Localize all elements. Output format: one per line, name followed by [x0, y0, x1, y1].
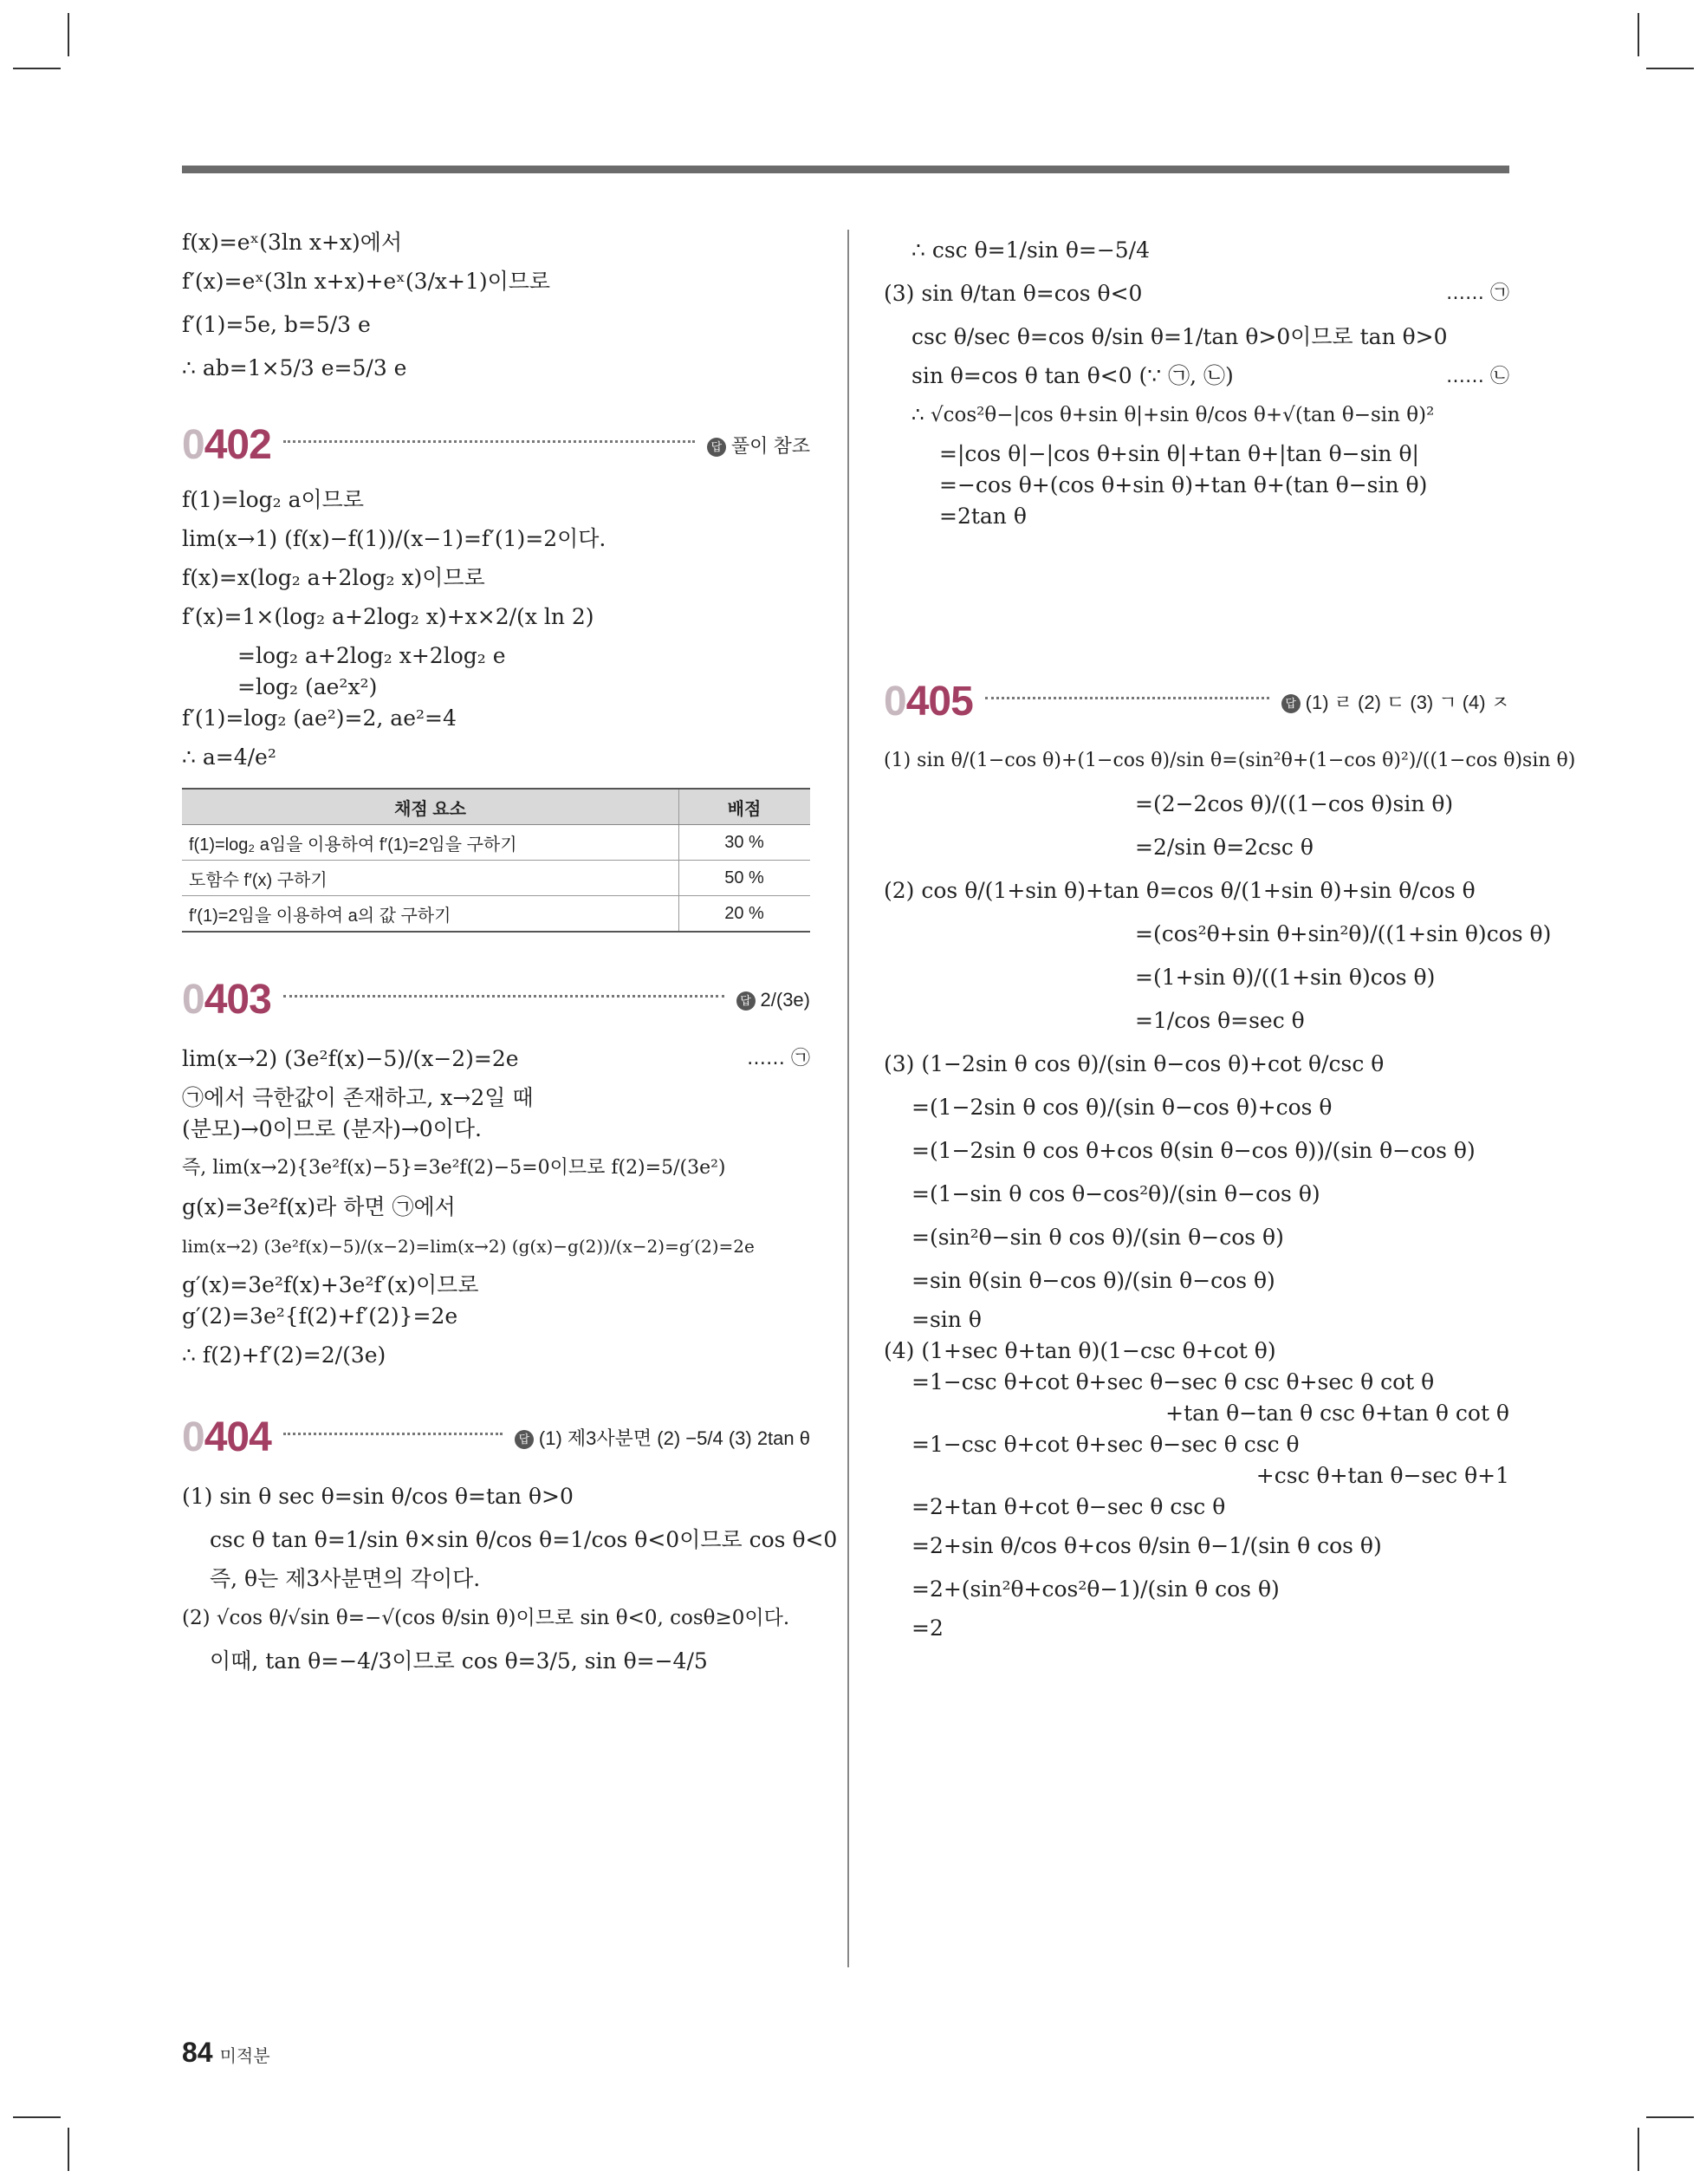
- table-header: 채점 요소: [182, 789, 679, 825]
- scoring-table: [182, 788, 810, 933]
- solution-line: =2+tan θ+cot θ−sec θ csc θ: [911, 1494, 1226, 1519]
- answer-icon: 답: [736, 991, 756, 1011]
- solution-line: +tan θ−tan θ csc θ+tan θ cot θ: [1165, 1401, 1509, 1426]
- solution-line: =(1+sin θ)/((1+sin θ)cos θ): [1135, 965, 1436, 990]
- solution-line: f′(x)=eˣ(3ln x+x)+eˣ(3/x+1)이므로: [182, 269, 551, 294]
- solution-line: (2) cos θ/(1+sin θ)+tan θ=cos θ/(1+sin θ)+sin θ/cos θ: [884, 878, 1476, 903]
- solution-line: 즉, lim(x→2){3e²f(x)−5}=3e²f(2)−5=0이므로 f(2)=5/(3e²): [182, 1157, 726, 1179]
- column-divider: [847, 230, 849, 1967]
- solution-line: =2/sin θ=2csc θ: [1135, 835, 1314, 860]
- crop-mark: [13, 68, 61, 69]
- left-column: [182, 227, 838, 1685]
- solution-line: =(1−2sin θ cos θ+cos θ(sin θ−cos θ))/(sin θ−cos θ): [911, 1138, 1476, 1163]
- answer: 답 풀이 참조: [707, 432, 810, 458]
- solution-line: =1−csc θ+cot θ+sec θ−sec θ csc θ+sec θ cot θ: [911, 1369, 1435, 1394]
- solution-line: =2+sin θ/cos θ+cos θ/sin θ−1/(sin θ cos θ): [911, 1533, 1382, 1558]
- solution-line: ∴ csc θ=1/sin θ=−5/4: [911, 237, 1151, 263]
- crop-mark: [1646, 68, 1694, 69]
- answer: 답 (1) ㄹ (2) ㄷ (3) ㄱ (4) ㅈ: [1281, 688, 1509, 715]
- solution-line: g(x)=3e²f(x)라 하면 ㉠에서: [182, 1194, 456, 1219]
- solution-line: (3) (1−2sin θ cos θ)/(sin θ−cos θ)+cot θ/csc θ: [884, 1051, 1385, 1076]
- solution-line: f(1)=log₂ a이므로: [182, 487, 364, 512]
- solution-line: =|cos θ|−|cos θ+sin θ|+tan θ+|tan θ−sin θ|: [939, 441, 1419, 466]
- solution-405: [884, 741, 1576, 1644]
- solution-line: g′(x)=3e²f(x)+3e²f′(x)이므로: [182, 1272, 479, 1297]
- page-footer: [182, 2037, 270, 2069]
- solution-line: =log₂ a+2log₂ x+2log₂ e: [237, 643, 506, 668]
- solution-line: =(1−sin θ cos θ−cos²θ)/(sin θ−cos θ): [911, 1181, 1320, 1206]
- solution-line: lim(x→1) (f(x)−f(1))/(x−1)=f′(1)=2이다.: [182, 526, 607, 551]
- solution-line: (2) √cos θ/√sin θ=−√(cos θ/sin θ)이므로 sin θ<0, cosθ≥0이다.: [182, 1607, 790, 1629]
- page-number: 84: [182, 2037, 213, 2068]
- answer-icon: 답: [707, 438, 726, 457]
- equation-mark: …… ㉠: [747, 1048, 810, 1069]
- header-rule: [182, 166, 1509, 173]
- solution-line: csc θ tan θ=1/sin θ×sin θ/cos θ=1/cos θ<0이므로 cos θ<0: [210, 1527, 838, 1552]
- table-row: f(1)=log₂ a임을 이용하여 f′(1)=2임을 구하기 30 %: [182, 825, 810, 861]
- right-column: [884, 227, 1576, 1644]
- solution-line: =sin θ(sin θ−cos θ)/(sin θ−cos θ): [911, 1268, 1275, 1293]
- solution-402: [182, 484, 810, 777]
- solution-404: [182, 1477, 838, 1681]
- crop-mark: [1638, 13, 1639, 56]
- solution-line: ∴ f(2)+f′(2)=2/(3e): [182, 1342, 386, 1368]
- leader-dots: [283, 1433, 503, 1435]
- problem-header-402: [182, 421, 810, 469]
- problem-number: 0402: [182, 422, 271, 468]
- solution-line: =(cos²θ+sin θ+sin²θ)/((1+sin θ)cos θ): [1135, 921, 1552, 946]
- solution-line: f(x)=eˣ(3ln x+x)에서: [182, 230, 403, 255]
- solution-line: g′(2)=3e²{f(2)+f′(2)}=2e: [182, 1303, 458, 1329]
- solution-line: (4) (1+sec θ+tan θ)(1−csc θ+cot θ): [884, 1338, 1276, 1363]
- solution-line: csc θ/sec θ=cos θ/sin θ=1/tan θ>0이므로 tan θ>0 …… ㉡: [884, 317, 1509, 357]
- solution-line: =2+(sin²θ+cos²θ−1)/(sin θ cos θ): [911, 1576, 1280, 1602]
- table-row: 도함수 f′(x) 구하기 50 %: [182, 861, 810, 896]
- table-header: 배점: [679, 789, 811, 825]
- solution-line: (1) sin θ/(1−cos θ)+(1−cos θ)/sin θ=(sin²θ+(1−cos θ)²)/((1−cos θ)sin θ): [884, 750, 1576, 771]
- solution-line: =sin θ: [911, 1307, 982, 1332]
- solution-line: ∴ √cos²θ−|cos θ+sin θ|+sin θ/cos θ+√(tan θ−sin θ)²: [911, 404, 1435, 426]
- solution-line: 즉, θ는 제3사분면의 각이다.: [210, 1566, 481, 1591]
- answer-icon: 답: [1281, 694, 1301, 713]
- solution-line: =(2−2cos θ)/((1−cos θ)sin θ): [1135, 791, 1454, 816]
- crop-mark: [1646, 2116, 1694, 2118]
- answer-icon: 답: [515, 1430, 534, 1449]
- solution-line: =(sin²θ−sin θ cos θ)/(sin θ−cos θ): [911, 1225, 1284, 1250]
- solution-line: +csc θ+tan θ−sec θ+1: [1255, 1463, 1509, 1488]
- solution-line: =1/cos θ=sec θ: [1135, 1008, 1305, 1033]
- answer: 답 2/(3e): [736, 989, 810, 1011]
- leader-dots: [283, 995, 724, 998]
- equation-mark: …… ㉠: [1446, 283, 1509, 304]
- answer: 답 (1) 제3사분면 (2) −5/4 (3) 2tan θ: [515, 1424, 810, 1451]
- solution-line: ∴ a=4/e²: [182, 744, 276, 770]
- solution-line: 이때, tan θ=−4/3이므로 cos θ=3/5, sin θ=−4/5: [210, 1648, 708, 1674]
- solution-line: =−cos θ+(cos θ+sin θ)+tan θ+(tan θ−sin θ): [939, 472, 1428, 497]
- solution-line: (3) sin θ/tan θ=cos θ<0 …… ㉠: [884, 274, 1509, 314]
- crop-mark: [1638, 2128, 1639, 2171]
- solution-line: =1−csc θ+cot θ+sec θ−sec θ csc θ: [911, 1432, 1300, 1457]
- solution-403: [182, 1039, 810, 1375]
- solution-line: =2: [911, 1615, 944, 1641]
- table-row: f′(1)=2임을 이용하여 a의 값 구하기 20 %: [182, 896, 810, 933]
- problem-number: 0403: [182, 977, 271, 1023]
- problem-header-405: [884, 678, 1509, 725]
- problem-number: 0404: [182, 1414, 271, 1460]
- book-title: 미적분: [219, 2047, 270, 2066]
- intro-solution: [182, 227, 810, 388]
- solution-line: (분모)→0이므로 (분자)→0이다.: [182, 1116, 482, 1141]
- problem-number: 0405: [884, 679, 973, 725]
- solution-line: ∴ ab=1×5/3 e=5/3 e: [182, 355, 407, 380]
- solution-line: lim(x→2) (3e²f(x)−5)/(x−2)=lim(x→2) (g(x)−g(2))/(x−2)=g′(2)=2e: [182, 1236, 755, 1257]
- solution-line: f(x)=x(log₂ a+2log₂ x)이므로: [182, 565, 485, 590]
- solution-line: f′(1)=5e, b=5/3 e: [182, 312, 371, 337]
- equation-mark: …… ㉡: [1446, 366, 1509, 387]
- solution-line: ㉠에서 극한값이 존재하고, x→2일 때: [182, 1085, 534, 1110]
- problem-header-403: [182, 976, 810, 1024]
- leader-dots: [985, 697, 1269, 699]
- solution-404-continued: [884, 231, 1509, 532]
- leader-dots: [283, 440, 695, 443]
- crop-mark: [13, 2116, 61, 2118]
- solution-line: =(1−2sin θ cos θ)/(sin θ−cos θ)+cos θ: [911, 1095, 1333, 1120]
- crop-mark: [68, 13, 69, 56]
- solution-line: =log₂ (ae²x²): [237, 674, 378, 699]
- solution-line: sin θ=cos θ tan θ<0 (∵ ㉠, ㉡): [911, 363, 1234, 388]
- problem-header-404: [182, 1414, 810, 1461]
- solution-line: f′(x)=1×(log₂ a+2log₂ x)+x×2/(x ln 2): [182, 604, 594, 629]
- solution-line: =2tan θ: [939, 504, 1027, 529]
- solution-line: f′(1)=log₂ (ae²)=2, ae²=4: [182, 705, 457, 731]
- solution-line: lim(x→2) (3e²f(x)−5)/(x−2)=2e …… ㉠: [182, 1039, 810, 1079]
- solution-line: (1) sin θ sec θ=sin θ/cos θ=tan θ>0: [182, 1484, 574, 1509]
- crop-mark: [68, 2128, 69, 2171]
